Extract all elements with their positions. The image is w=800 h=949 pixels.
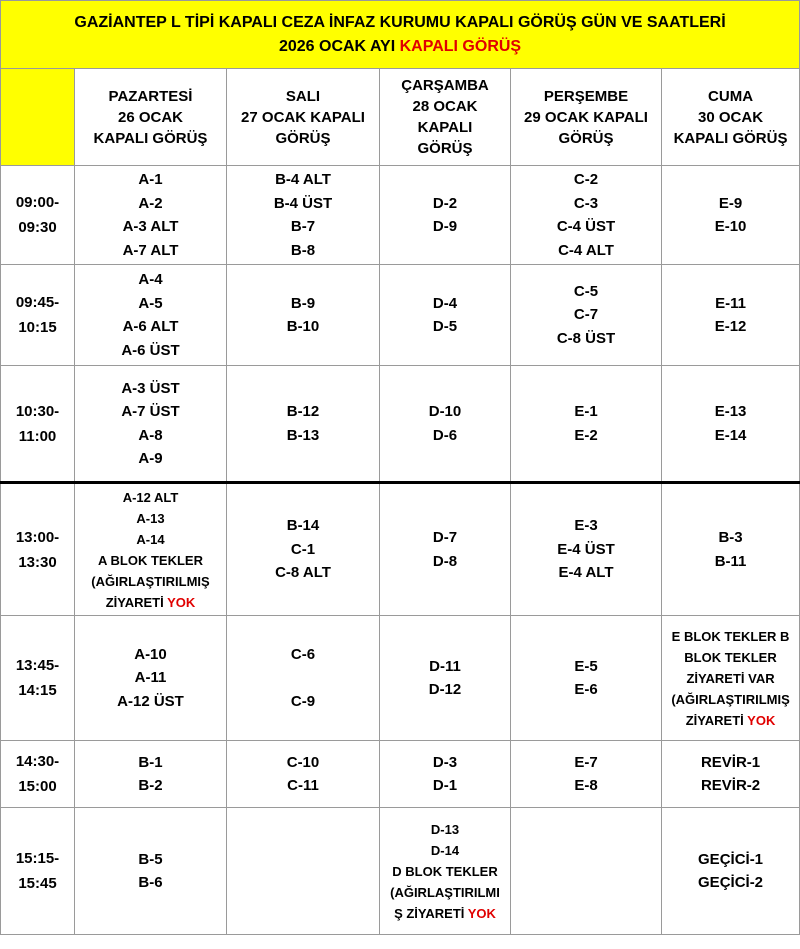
cell-line-text: ZİYARETİ	[685, 712, 748, 728]
time-slot-label	[1, 265, 75, 366]
cell-line: BLOK TEKLER	[684, 649, 777, 665]
cell-line	[227, 666, 379, 690]
title-highlight: KAPALI GÖRÜŞ	[399, 37, 522, 55]
cell-line: A-3 ALT	[122, 218, 179, 235]
cell-line: A-4	[138, 271, 163, 288]
cell-line: 29 OCAK KAPALI	[524, 108, 648, 126]
visit-cell	[511, 808, 662, 935]
cell-line: D-5	[432, 318, 458, 335]
visit-cell	[662, 808, 800, 935]
visit-cell	[75, 366, 227, 483]
cell-line: D-1	[432, 777, 458, 794]
cell-line: A-1	[138, 171, 163, 188]
cell-line: D-13	[430, 821, 460, 837]
cell-line: B-9	[290, 294, 316, 312]
cell-line: A-9	[138, 450, 163, 467]
time-slot-row	[1, 166, 800, 265]
cell-line: A-12 ALT	[122, 489, 179, 505]
cell-line-text: ZİYARETİ	[105, 594, 168, 610]
cell-line: D-8	[432, 552, 458, 570]
cell-line: E-2	[574, 426, 598, 444]
cell-line: 10:30-	[15, 402, 60, 420]
cell-line: A-7 ÜST	[121, 403, 180, 420]
not-allowed-label: YOK	[467, 905, 496, 921]
cell-line: C-5	[573, 282, 599, 300]
day-header	[227, 69, 380, 166]
cell-line: C-4 ALT	[558, 241, 614, 259]
cell-line: B-10	[286, 318, 320, 335]
visit-cell	[227, 616, 380, 741]
visit-cell	[380, 808, 511, 935]
visit-cell	[511, 265, 662, 366]
time-slot-row	[1, 741, 800, 808]
cell-line: C-3	[573, 194, 599, 212]
cell-line: 13:30	[18, 553, 57, 571]
cell-line: B-12	[286, 403, 320, 420]
cell-line: A-3 ÜST	[121, 379, 180, 397]
cell-line: (AĞIRLAŞTIRILMI	[390, 884, 500, 900]
cell-line: D-9	[432, 218, 458, 235]
visit-cell	[75, 741, 227, 808]
cell-line: 15:45	[18, 875, 57, 892]
header-corner	[1, 69, 75, 166]
cell-line: C-2	[573, 171, 599, 188]
cell-line: A-6 ÜST	[121, 341, 180, 359]
cell-line: E-11	[715, 294, 746, 312]
cell-line: D-10	[428, 403, 462, 420]
cell-line: PAZARTESİ	[108, 87, 193, 105]
cell-line: B-14	[286, 517, 320, 535]
schedule-body	[1, 166, 800, 935]
cell-line: SALI	[285, 87, 321, 105]
cell-line: E-8	[574, 777, 598, 794]
cell-line: D-12	[428, 681, 462, 698]
cell-line: D-6	[432, 426, 458, 444]
cell-line: D-4	[432, 294, 458, 312]
time-slot-row	[1, 483, 800, 616]
cell-line: 28 OCAK	[412, 98, 478, 115]
cell-line: D-14	[430, 842, 460, 858]
visit-cell	[511, 166, 662, 265]
visit-cell	[75, 483, 227, 616]
visit-cell	[662, 741, 800, 808]
cell-line: B-7	[290, 218, 316, 235]
cell-line: B-2	[138, 777, 163, 794]
cell-line: A-2	[138, 194, 163, 212]
visit-cell	[380, 616, 511, 741]
cell-line: E-4 ÜST	[557, 540, 615, 558]
cell-line: 27 OCAK KAPALI	[241, 108, 365, 126]
cell-line: C-8 ALT	[275, 564, 331, 582]
time-slot-label	[1, 366, 75, 483]
time-slot-row	[1, 265, 800, 366]
cell-line: B-11	[714, 552, 747, 570]
visit-cell	[380, 265, 511, 366]
cell-line: 10:15	[18, 319, 57, 336]
cell-line: C-7	[573, 306, 599, 324]
cell-line: KAPALI GÖRÜŞ	[93, 129, 208, 147]
cell-line: B-6	[138, 874, 163, 891]
cell-line: A-10	[134, 645, 167, 663]
visit-cell	[227, 808, 380, 935]
cell-line: C-10	[286, 753, 320, 771]
visit-cell	[75, 265, 227, 366]
visit-cell	[227, 265, 380, 366]
cell-line: CUMA	[708, 87, 754, 105]
cell-line: D-11	[429, 657, 461, 675]
time-slot-row	[1, 808, 800, 935]
cell-line: E-1	[574, 403, 598, 420]
visit-cell	[662, 265, 800, 366]
cell-line: 30 OCAK	[698, 108, 764, 126]
day-header	[380, 69, 511, 166]
visit-cell	[511, 483, 662, 616]
page-title	[1, 1, 800, 69]
cell-line: 13:45-	[15, 657, 60, 674]
time-slot-label	[1, 808, 75, 935]
cell-line: (AĞIRLAŞTIRILMIŞ	[91, 573, 210, 589]
title-month: 2026 OCAK AYI	[278, 37, 400, 55]
cell-line: B-1	[138, 753, 163, 771]
visit-cell	[75, 616, 227, 741]
visit-cell	[511, 366, 662, 483]
visit-cell	[227, 166, 380, 265]
not-allowed-label: YOK	[167, 594, 196, 610]
cell-line	[380, 903, 510, 924]
cell-line: A-7 ALT	[122, 241, 179, 259]
cell-line: 14:30-	[15, 753, 60, 770]
day-header	[75, 69, 227, 166]
cell-line: E-4 ALT	[558, 564, 614, 582]
visit-cell	[227, 741, 380, 808]
cell-line: 14:15	[18, 682, 57, 699]
cell-line: A-6 ALT	[122, 318, 179, 335]
cell-line: PERŞEMBE	[543, 87, 629, 105]
time-slot-label	[1, 741, 75, 808]
cell-line: A BLOK TEKLER	[98, 552, 203, 568]
cell-line: E-7	[574, 753, 598, 771]
cell-line: ÇARŞAMBA	[401, 77, 489, 94]
cell-line: A-12 ÜST	[117, 692, 184, 710]
cell-line: GÖRÜŞ	[558, 129, 614, 147]
visit-cell	[380, 741, 511, 808]
cell-line: E-13	[714, 403, 747, 420]
visit-cell	[75, 808, 227, 935]
cell-line: GÖRÜŞ	[417, 140, 473, 157]
visit-cell	[380, 483, 511, 616]
visit-cell	[662, 616, 800, 741]
cell-line: A-5	[138, 294, 163, 312]
cell-line: E-9	[718, 194, 743, 212]
day-header	[511, 69, 662, 166]
title-line-1: GAZİANTEP L TİPİ KAPALI CEZA İNFAZ KURUMU KAPALI GÖRÜŞ GÜN VE SAATLERİ	[74, 13, 726, 31]
visit-cell	[662, 483, 800, 616]
cell-line: B-4 ALT	[275, 171, 331, 188]
time-slot-label	[1, 616, 75, 741]
visit-cell	[662, 166, 800, 265]
visit-cell	[511, 616, 662, 741]
not-allowed-label: YOK	[747, 712, 776, 728]
cell-line: ZİYARETİ VAR	[686, 670, 775, 686]
visit-cell	[662, 366, 800, 483]
cell-line: E-5	[574, 657, 598, 675]
cell-line: E-12	[714, 318, 747, 335]
cell-line: 09:30	[18, 219, 57, 236]
cell-line: REVİR-1	[700, 753, 761, 771]
title-row	[1, 1, 800, 69]
visit-cell	[227, 483, 380, 616]
cell-line: C-8 ÜST	[556, 329, 616, 347]
cell-line: C-4 ÜST	[556, 218, 616, 235]
cell-line: A-8	[138, 426, 163, 444]
cell-line: 13:00-	[15, 528, 60, 546]
time-slot-row	[1, 366, 800, 483]
cell-line	[75, 592, 226, 613]
cell-line: C-1	[290, 540, 316, 558]
visit-cell	[380, 366, 511, 483]
day-header-row	[1, 69, 800, 166]
cell-line: E-6	[574, 681, 598, 698]
cell-line-text: Ş ZİYARETİ	[394, 905, 468, 921]
title-line-2	[1, 35, 799, 59]
cell-line: B-13	[286, 426, 320, 444]
cell-line: D-3	[432, 753, 458, 771]
cell-line: B-5	[138, 850, 163, 868]
cell-line: B-3	[718, 529, 743, 546]
cell-line: E-10	[714, 218, 747, 235]
cell-line: B-4 ÜST	[273, 194, 333, 212]
cell-line: 09:00-	[15, 194, 60, 211]
cell-line: A-11	[134, 669, 167, 687]
cell-line: GEÇİCİ-1	[698, 850, 764, 868]
cell-line: C-6	[290, 645, 316, 663]
day-header	[662, 69, 800, 166]
cell-line: E-14	[714, 426, 747, 444]
cell-line: 11:00	[18, 427, 57, 445]
cell-line: E-3	[574, 517, 598, 535]
time-slot-label	[1, 483, 75, 616]
visit-cell	[75, 166, 227, 265]
cell-line: D-7	[432, 529, 458, 546]
cell-line: B-8	[290, 241, 316, 259]
cell-line: 09:45-	[15, 294, 60, 311]
time-slot-label	[1, 166, 75, 265]
cell-line: A-13	[136, 510, 165, 526]
cell-line: GÖRÜŞ	[275, 129, 331, 147]
cell-line: 15:00	[18, 778, 57, 795]
cell-line: E BLOK TEKLER B	[671, 628, 790, 644]
cell-line: 15:15-	[15, 850, 60, 867]
cell-line: C-11	[287, 777, 319, 794]
cell-line: D BLOK TEKLER	[392, 863, 498, 879]
time-slot-row	[1, 616, 800, 741]
cell-line	[662, 710, 799, 731]
visit-cell	[380, 166, 511, 265]
visit-cell	[511, 741, 662, 808]
visit-cell	[227, 366, 380, 483]
cell-line: C-9	[290, 692, 316, 710]
cell-line: 26 OCAK	[117, 108, 184, 126]
cell-line: KAPALI GÖRÜŞ	[673, 129, 788, 147]
cell-line: D-2	[432, 194, 458, 212]
cell-line: GEÇİCİ-2	[698, 874, 764, 891]
cell-line: A-14	[136, 531, 165, 547]
cell-line: KAPALI	[417, 119, 473, 136]
cell-line: (AĞIRLAŞTIRILMIŞ	[671, 691, 790, 707]
cell-line: REVİR-2	[700, 777, 761, 794]
